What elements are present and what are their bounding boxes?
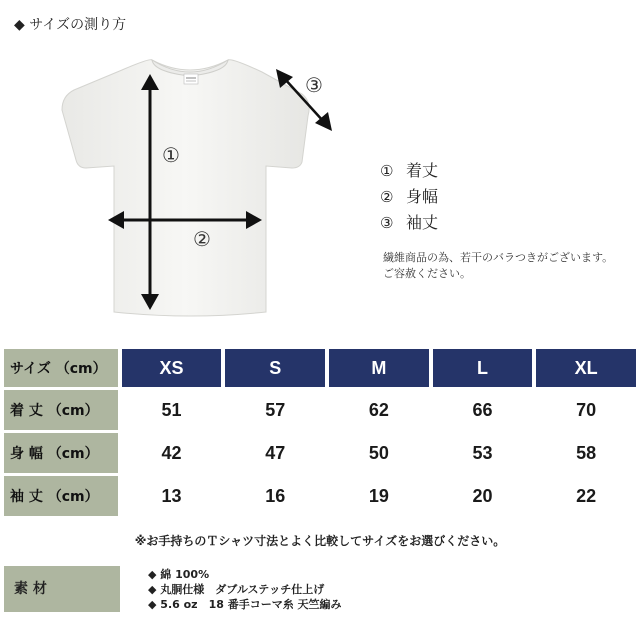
size-col-l: L	[433, 349, 533, 387]
table-cell: 42	[161, 442, 182, 463]
table-cell: 57	[265, 399, 286, 420]
legend-item-width: ② 身幅	[380, 187, 439, 206]
table-row	[4, 476, 636, 516]
table-cell: 50	[368, 442, 389, 463]
table-cell: 19	[368, 485, 389, 506]
table-cell: 16	[265, 485, 286, 506]
tshirt-diagram	[40, 50, 350, 320]
size-col-xs: XS	[122, 349, 222, 387]
tshirt-illustration	[40, 50, 350, 320]
table-cell: 22	[576, 485, 597, 506]
table-cell: 51	[161, 399, 182, 420]
row-label-length: 着 丈 （cm）	[4, 390, 118, 430]
table-cell: 58	[576, 442, 597, 463]
size-footnote: ※お手持ちのＴシャツ寸法とよく比較してサイズをお選びください。	[134, 534, 506, 548]
page-title: ◆ サイズの測り方	[14, 17, 127, 33]
marker-length: ①	[162, 143, 180, 167]
legend-item-sleeve: ③ 袖丈	[380, 213, 439, 232]
material-heading: 素 材	[4, 566, 120, 612]
material-item: ◆ 綿 100%	[148, 568, 210, 581]
marker-width: ②	[193, 227, 211, 251]
row-label-sleeve: 袖 丈 （cm）	[4, 476, 118, 516]
table-row	[4, 390, 636, 430]
table-cell: 13	[161, 485, 182, 506]
table-row	[4, 433, 636, 473]
legend-item-length: ① 着丈	[380, 161, 439, 180]
tshirt-shape	[62, 60, 309, 316]
size-table-corner: サイズ （cm）	[4, 349, 118, 387]
table-cell: 70	[576, 399, 597, 420]
row-label-width: 身 幅 （cm）	[4, 433, 118, 473]
measurement-legend	[380, 158, 438, 236]
table-cell: 66	[472, 399, 493, 420]
size-col-s: S	[225, 349, 325, 387]
material-list	[148, 567, 342, 612]
table-cell: 47	[265, 442, 286, 463]
size-col-xl: XL	[536, 349, 636, 387]
table-cell: 53	[472, 442, 493, 463]
variance-note: 繊維商品の為、若干のバラつきがございます。 ご容赦ください。	[383, 251, 614, 280]
material-item: ◆ 丸胴仕様 ダブルステッチ仕上げ	[148, 583, 325, 596]
table-cell: 20	[472, 485, 493, 506]
size-header-row	[4, 349, 636, 387]
material-item: ◆ 5.6 oz 18 番手コーマ糸 天竺編み	[148, 598, 342, 611]
table-cell: 62	[368, 399, 389, 420]
size-table	[0, 346, 640, 519]
marker-sleeve: ③	[305, 73, 323, 97]
size-col-m: M	[329, 349, 429, 387]
